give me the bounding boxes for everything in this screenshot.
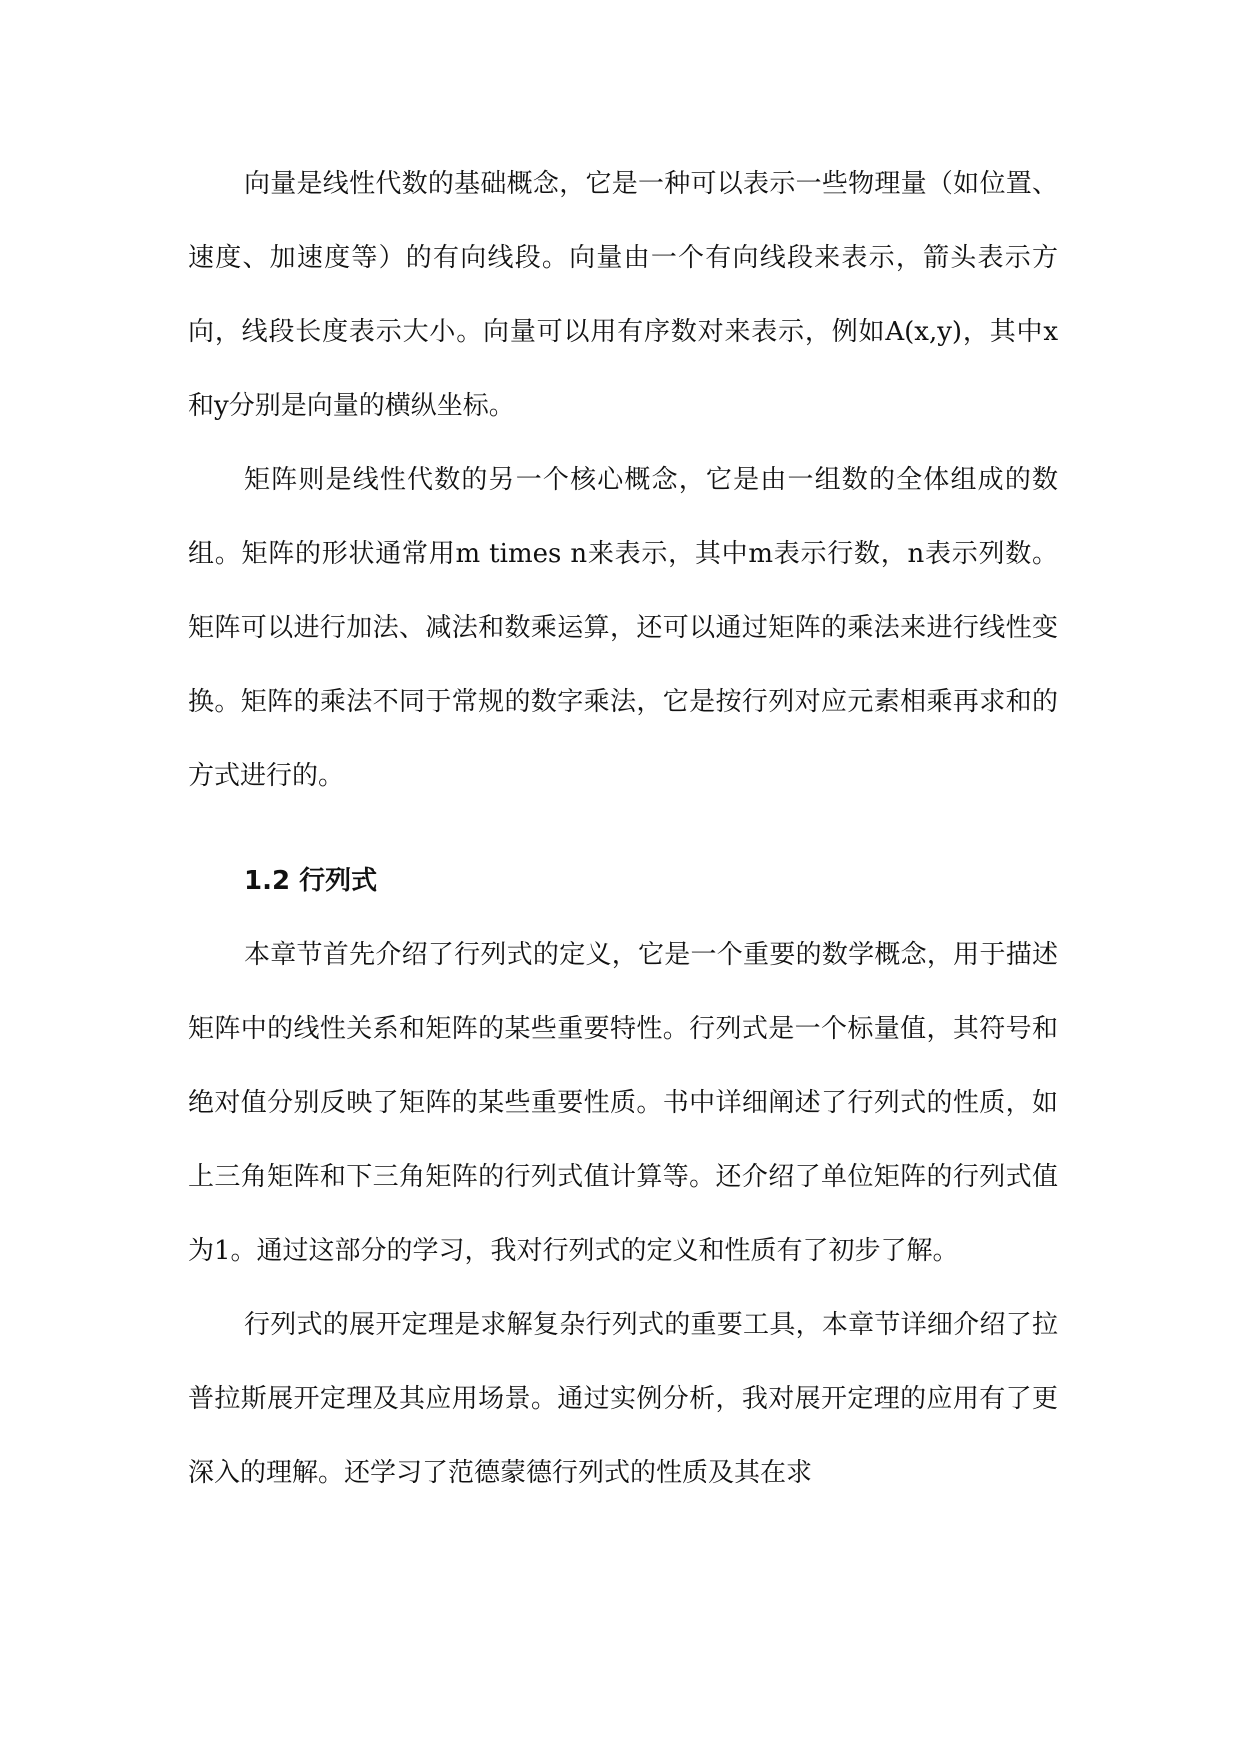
paragraph-determinant-expansion: 行列式的展开定理是求解复杂行列式的重要工具，本章节详细介绍了拉普拉斯展开定理及其应用场景。通过实例分析，我对展开定理的应用有了更深入的理解。还学习了范德蒙德行列式的性质及其在求 bbox=[188, 1310, 1058, 1488]
section-heading: 1.2 行列式 bbox=[244, 866, 378, 896]
paragraph-determinant-definition: 本章节首先介绍了行列式的定义，它是一个重要的数学概念，用于描述矩阵中的线性关系和矩阵的某些重要特性。行列式是一个标量值，其符号和绝对值分别反映了矩阵的某些重要性质。书中详细阐述了行列式的性质，如上三角矩阵和下三角矩阵的行列式值计算等。还介绍了单位矩阵的行列式值为1。通过这部分的学习，我对行列式的定义和性质有了初步了解。 bbox=[188, 940, 1058, 1266]
document-body bbox=[188, 147, 1058, 1510]
paragraph-vectors: 向量是线性代数的基础概念，它是一种可以表示一些物理量（如位置、速度、加速度等）的有向线段。向量由一个有向线段来表示，箭头表示方向，线段长度表示大小。向量可以用有序数对来表示，例如A(x,y)，其中x和y分别是向量的横纵坐标。 bbox=[188, 169, 1058, 421]
paragraph-matrices: 矩阵则是线性代数的另一个核心概念，它是由一组数的全体组成的数组。矩阵的形状通常用m times n来表示，其中m表示行数，n表示列数。矩阵可以进行加法、减法和数乘运算，还可以通过矩阵的乘法来进行线性变换。矩阵的乘法不同于常规的数字乘法，它是按行列对应元素相乘再求和的方式进行的。 bbox=[188, 465, 1058, 791]
